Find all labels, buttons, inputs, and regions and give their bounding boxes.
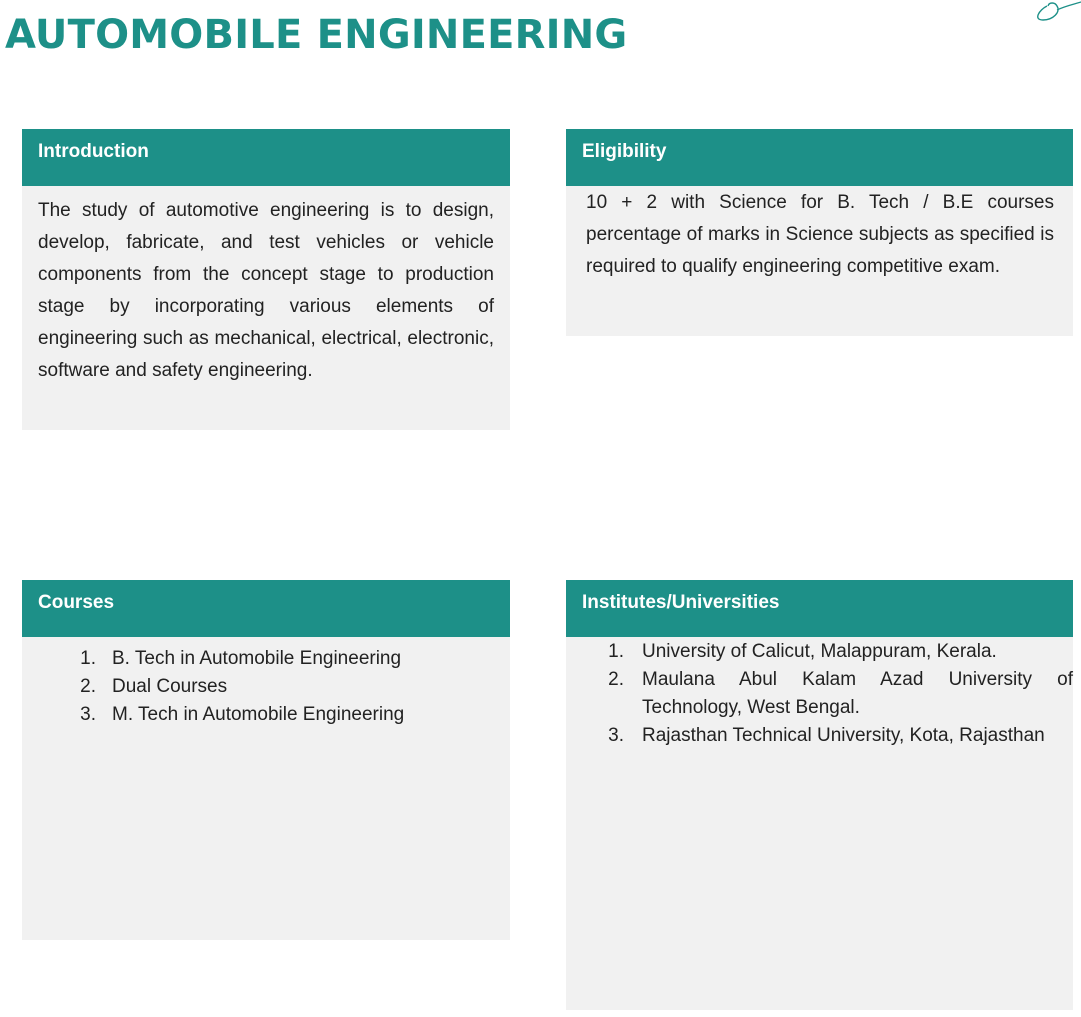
list-item-text: B. Tech in Automobile Engineering [112, 648, 402, 669]
list-item [74, 701, 490, 729]
institutes-list [566, 637, 1073, 750]
eligibility-text: 10 + 2 with Science for B. Tech / B.E courses percentage of marks in Science subjects as specified is required to qualify engineering competitive exam. [586, 192, 1054, 277]
list-item [604, 722, 1073, 750]
list-item [74, 645, 490, 673]
list-item-number: 1. [608, 641, 624, 662]
list-item [604, 666, 1073, 722]
list-item-number: 3. [80, 704, 96, 725]
list-item-text: Maulana Abul Kalam Azad University of Technology, West Bengal. [642, 669, 1073, 718]
list-item-number: 3. [608, 725, 624, 746]
list-item-number: 2. [608, 669, 624, 690]
page-title: AUTOMOBILE ENGINEERING [5, 12, 628, 58]
courses-list [22, 637, 510, 729]
list-item-number: 1. [80, 648, 96, 669]
list-item-number: 2. [80, 676, 96, 697]
list-item-text: M. Tech in Automobile Engineering [112, 704, 405, 725]
list-item-text: Rajasthan Technical University, Kota, Rajasthan [642, 725, 1045, 746]
institutes-heading: Institutes/Universities [566, 580, 1073, 637]
list-item [604, 638, 1073, 666]
institutes-card [566, 580, 1073, 1010]
introduction-text: The study of automotive engineering is to design, develop, fabricate, and test vehicles or vehicle components from the concept stage to production stage by incorporating various elements of engineering such as mechanical, electrical, electronic, software and safety engineering. [38, 200, 494, 381]
eligibility-card [566, 129, 1073, 336]
eligibility-heading: Eligibility [566, 129, 1073, 186]
introduction-card [22, 129, 510, 430]
list-item-text: Dual Courses [112, 676, 228, 697]
introduction-heading: Introduction [22, 129, 510, 186]
list-item-text: University of Calicut, Malappuram, Kerala. [642, 641, 997, 662]
list-item [74, 673, 490, 701]
courses-heading: Courses [22, 580, 510, 637]
swirl-decoration-icon [1031, 0, 1081, 26]
courses-card [22, 580, 510, 940]
